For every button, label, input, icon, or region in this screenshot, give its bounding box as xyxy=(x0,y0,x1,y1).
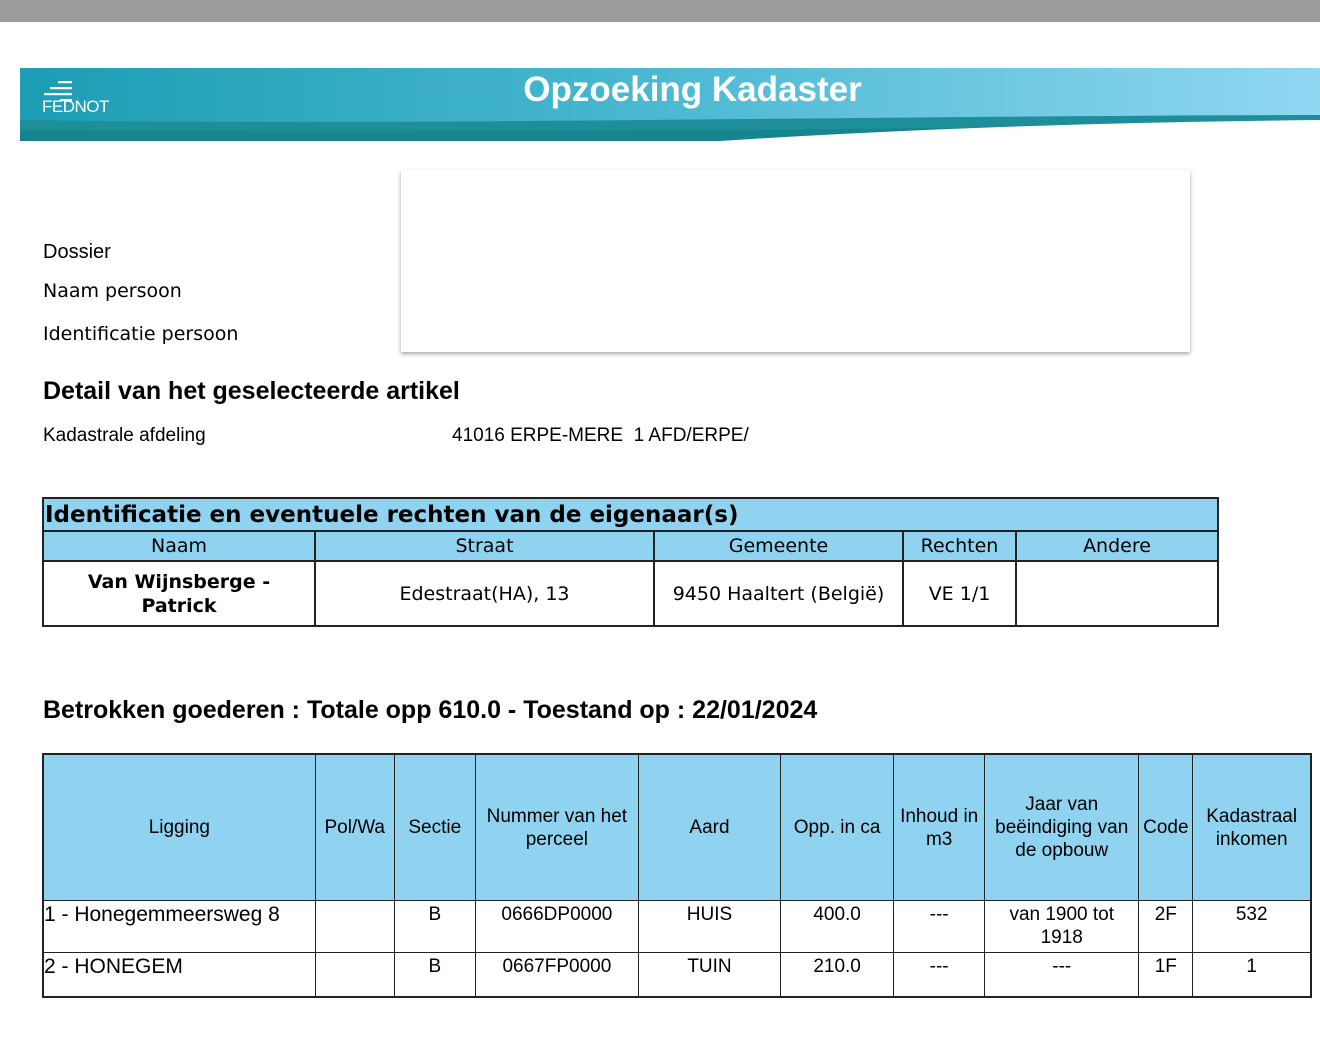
kadastrale-afdeling-value: 41016 ERPE-MERE 1 AFD/ERPE/ xyxy=(452,425,749,446)
goods-ligging: 2 - HONEGEM xyxy=(43,953,315,998)
goods-opp: 210.0 xyxy=(781,953,894,998)
goods-ligging: 1 - Honegemmeersweg 8 xyxy=(43,901,315,953)
goods-polwa xyxy=(315,953,394,998)
kadastrale-afdeling-label: Kadastrale afdeling xyxy=(43,425,206,446)
goods-jaar: --- xyxy=(985,953,1139,998)
detail-heading: Detail van het geselecteerde artikel xyxy=(43,377,460,405)
goods-inhoud: --- xyxy=(894,953,985,998)
owner-gemeente: 9450 Haaltert (België) xyxy=(654,561,903,626)
goods-col-jaar-text: Jaar van beëindiging van de opbouw xyxy=(995,794,1129,861)
redaction-box xyxy=(401,170,1190,352)
header-banner xyxy=(20,68,1320,141)
goods-nummer: 0667FP0000 xyxy=(475,953,638,998)
goods-col-sectie: Sectie xyxy=(394,754,475,901)
goods-col-opp: Opp. in ca xyxy=(781,754,894,901)
goods-col-ligging: Ligging xyxy=(43,754,315,901)
goods-col-aard: Aard xyxy=(638,754,780,901)
goods-col-inkomen-text: Kadastraal inkomen xyxy=(1206,805,1298,850)
naam-persoon-label: Naam persoon xyxy=(43,280,182,302)
goods-heading: Betrokken goederen : Totale opp 610.0 - Toestand op : 22/01/2024 xyxy=(43,696,818,724)
owner-andere xyxy=(1016,561,1218,626)
goods-inkomen: 532 xyxy=(1193,901,1311,953)
owner-naam xyxy=(43,561,315,626)
goods-sectie: B xyxy=(394,901,475,953)
logo-text: FEDNOT xyxy=(42,97,109,116)
goods-jaar xyxy=(985,901,1139,953)
owner-rechten: VE 1/1 xyxy=(903,561,1016,626)
owner-naam-text: Van Wijnsberge - Patrick xyxy=(87,570,271,617)
page-title: Opzoeking Kadaster xyxy=(523,70,862,109)
table-row xyxy=(43,901,1311,953)
goods-col-inhoud xyxy=(894,754,985,901)
goods-code: 2F xyxy=(1139,901,1193,953)
goods-polwa xyxy=(315,901,394,953)
table-row xyxy=(43,953,1311,998)
owners-col-rechten: Rechten xyxy=(903,531,1016,561)
owners-col-naam: Naam xyxy=(43,531,315,561)
goods-inhoud: --- xyxy=(894,901,985,953)
goods-code: 1F xyxy=(1139,953,1193,998)
goods-col-inhoud-text: Inhoud in m3 xyxy=(900,805,979,850)
goods-col-jaar xyxy=(985,754,1139,901)
table-row xyxy=(43,561,1218,626)
identificatie-persoon-label: Identificatie persoon xyxy=(43,323,239,345)
goods-col-code: Code xyxy=(1139,754,1193,901)
goods-col-nummer-text: Nummer van het perceel xyxy=(486,805,628,850)
goods-inkomen: 1 xyxy=(1193,953,1311,998)
goods-col-polwa: Pol/Wa xyxy=(315,754,394,901)
goods-col-inkomen xyxy=(1193,754,1311,901)
owners-col-straat: Straat xyxy=(315,531,654,561)
owner-straat: Edestraat(HA), 13 xyxy=(315,561,654,626)
owners-col-andere: Andere xyxy=(1016,531,1218,561)
goods-aard: HUIS xyxy=(638,901,780,953)
goods-opp: 400.0 xyxy=(781,901,894,953)
dossier-label: Dossier xyxy=(43,241,111,263)
goods-col-nummer xyxy=(475,754,638,901)
owners-table xyxy=(42,497,1219,627)
goods-aard: TUIN xyxy=(638,953,780,998)
goods-sectie: B xyxy=(394,953,475,998)
goods-table xyxy=(42,753,1312,998)
owners-col-gemeente: Gemeente xyxy=(654,531,903,561)
browser-top-bar xyxy=(0,0,1320,22)
goods-jaar-text: van 1900 tot 1918 xyxy=(1009,904,1115,948)
owners-table-caption: Identificatie en eventuele rechten van de eigenaar(s) xyxy=(43,498,1218,531)
goods-nummer: 0666DP0000 xyxy=(475,901,638,953)
